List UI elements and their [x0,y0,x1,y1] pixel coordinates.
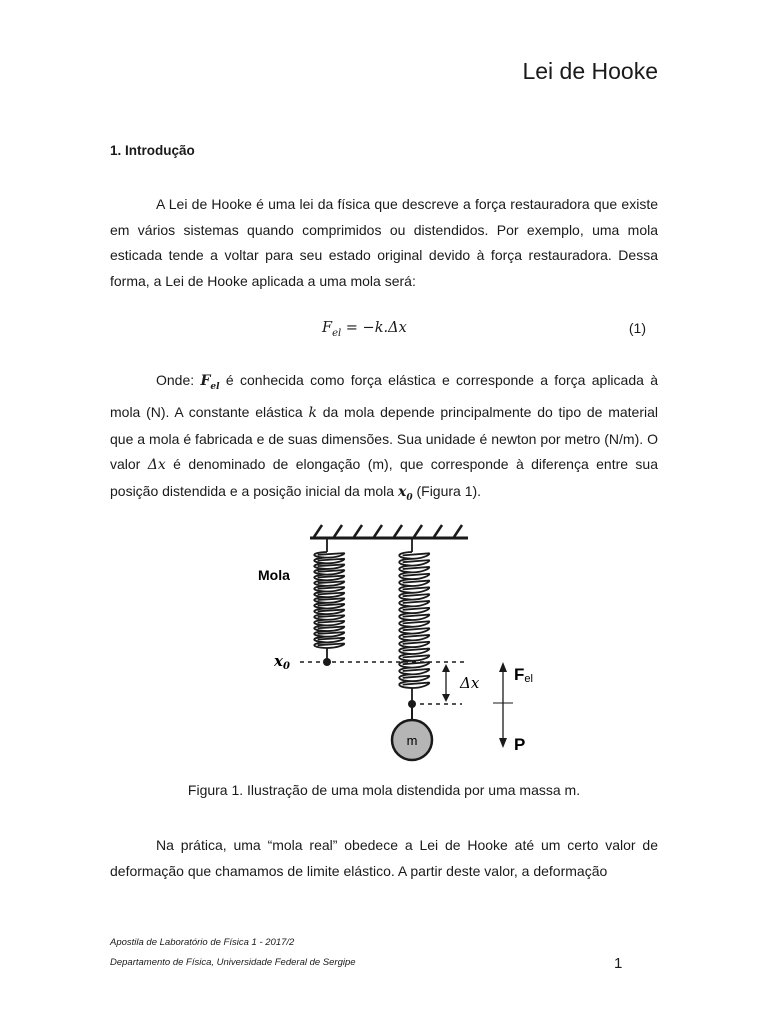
ceiling-hatch [314,525,462,537]
spring-label: Mola [258,567,290,583]
text-run: Onde: [156,372,201,388]
figure-caption: Figura 1. Ilustração de uma mola distendida por uma massa m. [187,782,581,798]
math-k: k [308,405,317,422]
text-run: é denominado de elongação (m), que corresponde à diferença entre sua posição distendida e a posição inicial da mola [110,456,658,499]
eq-f: F [322,320,333,336]
footer-department: Departamento de Física, Universidade Federal de Sergipe [110,957,356,968]
math-x0: $x_0$ [397,483,413,503]
text-run: (Figura 1). [412,482,482,499]
equation-formula: $F_{el} = -k.\Delta x$ [322,320,407,339]
practice-paragraph: Na prática, uma “mola real” obedece a Lei de Hooke até um certo valor de deformação que chamamos de limite elástico. A partir deste valor, a deformação [110,837,658,879]
equation-1 [110,318,658,344]
x0-label: $x_0$ [274,652,290,672]
stretched-spring [399,538,429,720]
equation-number: (1) [628,320,646,336]
eq-k: k [374,320,384,336]
page-number: 1 [614,955,623,972]
relaxed-spring [314,538,344,666]
eq-x: x [398,320,407,336]
mass-label: m [406,733,418,748]
text-run: da mola depende principalmente do tipo de material que a mola é fabricada e de suas dimensões. Sua unidade é newton por metro (N/m). O valor [110,404,658,473]
spring-diagram [250,520,550,765]
weight-label: P [514,735,526,754]
delta-x-label: Δx [460,674,480,692]
math-dx: Δx [147,457,166,474]
fel-label: Fel [514,665,533,685]
text-run: é conhecida como força elástica e corresponde a força aplicada à mola (N). A constante elástica [110,372,659,421]
fel-f: F [514,665,525,684]
footer-course: Apostila de Laboratório de Física 1 - 2017/2 [110,937,295,948]
math-fel: $F_{el}$ [200,373,220,392]
definitions-paragraph [110,368,658,511]
intro-paragraph: A Lei de Hooke é uma lei da física que descreve a força restauradora que existe em vários sistemas quando comprimidos ou distendidos. Por exemplo, uma mola esticada tende a voltar para seu estado original devido à força restauradora. Dessa forma, a Lei de Hooke aplicada a uma mola será: [110,196,658,289]
weight-arrowhead [499,738,507,748]
document-title: Lei de Hooke [522,58,658,84]
spring-figure [250,520,550,765]
fel-arrowhead [499,662,507,672]
section-heading: 1. Introdução [110,143,195,158]
